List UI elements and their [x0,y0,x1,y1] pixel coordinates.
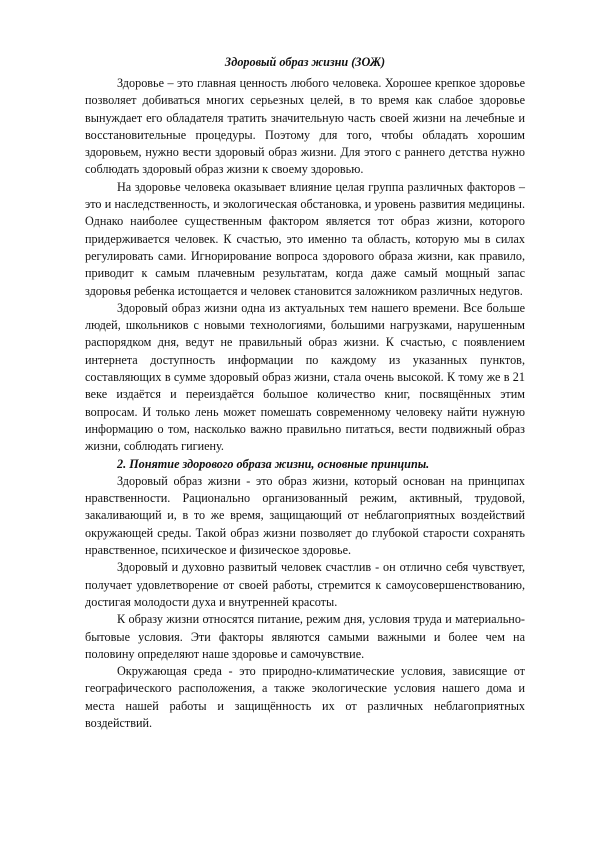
paragraph-lifestyle-factors: К образу жизни относятся питание, режим дня, условия труда и материально-бытовые условия. Эти факторы являются самыми важными и более чем на половину определяют наше здоровье и самочувствие. [85,612,525,661]
paragraph-health-value: Здоровье – это главная ценность любого человека. Хорошее крепкое здоровье позволяет добиваться многих серьезных целей, в то время как слабое здоровье вынуждает его обладателя тратить значительную часть своей жизни на лечебные и восстановительные процедуры. Поэтому для того, чтобы обладать хорошим здоровьем, нужно вести здоровый образ жизни. Для этого с раннего детства нужно соблюдать здоровый образ жизни к своему здоровью. [85,76,525,177]
paragraph-actual-topic: Здоровый образ жизни одна из актуальных тем нашего времени. Все больше людей, школьников с новыми технологиями, большими нагрузками, нарушенным распорядком дня, ведут не правильный образ жизни. К счастью, с появлением интернета доступность информации по каждому из указанных пунктов, составляющих в сумме здоровый образ жизни, стала очень высокой. К тому же в 21 веке издаётся и переиздаётся большое количество книг, посвящённых этим вопросам. И только лень может помешать современному человеку найти нужную информацию о том, насколько важно правильно питаться, вести подвижный образ жизни, соблюдать гигиену. [85,300,525,454]
document-title: Здоровый образ жизни (ЗОЖ) [224,55,386,69]
paragraph-happy-person: Здоровый и духовно развитый человек счастлив - он отлично себя чувствует, получает удовлетворение от своей работы, стремится к самоусовершенствованию, достигая молодости духа и внутренней красоты. [85,560,525,609]
paragraph-environment: Окружающая среда - это природно-климатические условия, зависящие от географического расположения, а также экологические условия нашего дома и места нашей работы и защищённость их от различных неблагоприятных воздействий. [85,664,525,730]
paragraph-health-factors: На здоровье человека оказывает влияние целая группа различных факторов – это и наследственность, и экологическая обстановка, и уровень развития медицины. Однако наиболее существенным фактором является тот образ жизни, которого придерживается человек. К счастью, это именно та область, которую мы в силах регулировать сами. Игнорирование вопроса здорового образа жизни, как правило, приводит к самым плачевным результатам, когда даже самый мощный запас здоровья ребенка истощается и человек становится заложником различных недугов. [85,179,525,298]
section-heading: 2. Понятие здорового образа жизни, основные принципы. [117,456,430,471]
document-body [85,54,525,732]
paragraph-definition: Здоровый образ жизни - это образ жизни, который основан на принципах нравственности. Рационально организованный режим, активный, трудовой, закаливающий и, в то же время, защищающий от неблагоприятных воздействий окружающей среды. Такой образ жизни позволяет до глубокой старости сохранять нравственное, психическое и физическое здоровье. [85,473,525,558]
